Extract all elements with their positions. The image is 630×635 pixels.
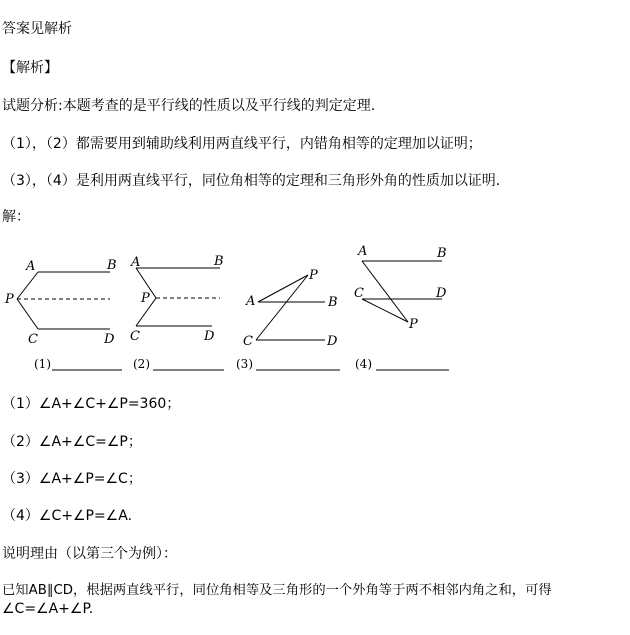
analysis-tag: 【解析】 <box>2 60 58 76</box>
point-1: （1），（2）都需要用到辅助线利用两直线平行，内错角相等的定理加以证明； <box>2 136 482 152</box>
fig2-number: (2) <box>133 357 150 371</box>
fig3-number: (3) <box>236 357 253 371</box>
fig3-label-p: P <box>309 268 318 283</box>
fig2-label-b: B <box>214 254 224 269</box>
fig4-line-cp <box>362 299 408 322</box>
fig4-label-p: P <box>409 317 418 332</box>
fig1-line-ap <box>17 272 38 299</box>
fig2-label-p: P <box>141 291 150 306</box>
fig2-label-c: C <box>130 329 140 344</box>
fig1-label-a: A <box>26 259 36 274</box>
point-2: （3），（4）是利用两直线平行，同位角相等的定理和三角形外角的性质加以证明. <box>2 173 501 189</box>
fig2-label-d: D <box>204 329 215 344</box>
answer-4: （4）∠C+∠P=∠A. <box>2 508 133 524</box>
fig1-label-c: C <box>28 332 38 347</box>
fig1-number: (1) <box>34 357 51 371</box>
fig4-label-d: D <box>436 286 447 301</box>
fig3-label-b: B <box>328 295 338 310</box>
answer-2: （2）∠A+∠C=∠P； <box>2 434 142 450</box>
fig3-label-a: A <box>246 294 256 309</box>
fig1-line-pc <box>17 299 38 329</box>
fig3-label-d: D <box>327 334 338 349</box>
fig4-label-a: A <box>358 244 368 259</box>
reason-title: 说明理由（以第三个为例）： <box>2 546 177 562</box>
geometry-figures <box>0 235 630 385</box>
fig3-label-c: C <box>243 334 253 349</box>
fig1-label-b: B <box>107 258 117 273</box>
fig4-number: (4) <box>355 357 372 371</box>
solve-label: 解： <box>2 209 30 225</box>
reason-line-2: ∠C=∠A+∠P. <box>2 601 94 617</box>
fig4-line-ap <box>362 261 408 322</box>
fig2-label-a: A <box>131 255 141 270</box>
fig1-label-d: D <box>104 332 115 347</box>
fig4-label-c: C <box>354 286 364 301</box>
analysis-text: 试题分析:本题考查的是平行线的性质以及平行线的判定定理. <box>2 98 376 114</box>
reason-line-1: 已知AB∥CD，根据两直线平行，同位角相等及三角形的一个外角等于两不相邻内角之和，可得 <box>2 583 552 598</box>
answer-line: 答案见解析 <box>2 21 72 37</box>
fig4-label-b: B <box>437 246 447 261</box>
fig3-line-ap <box>258 275 308 302</box>
answer-1: （1）∠A+∠C+∠P=360； <box>2 396 181 412</box>
fig3-line-pc <box>256 275 308 340</box>
fig1-label-p: P <box>5 292 14 307</box>
answer-3: （3）∠A+∠P=∠C； <box>2 471 142 487</box>
